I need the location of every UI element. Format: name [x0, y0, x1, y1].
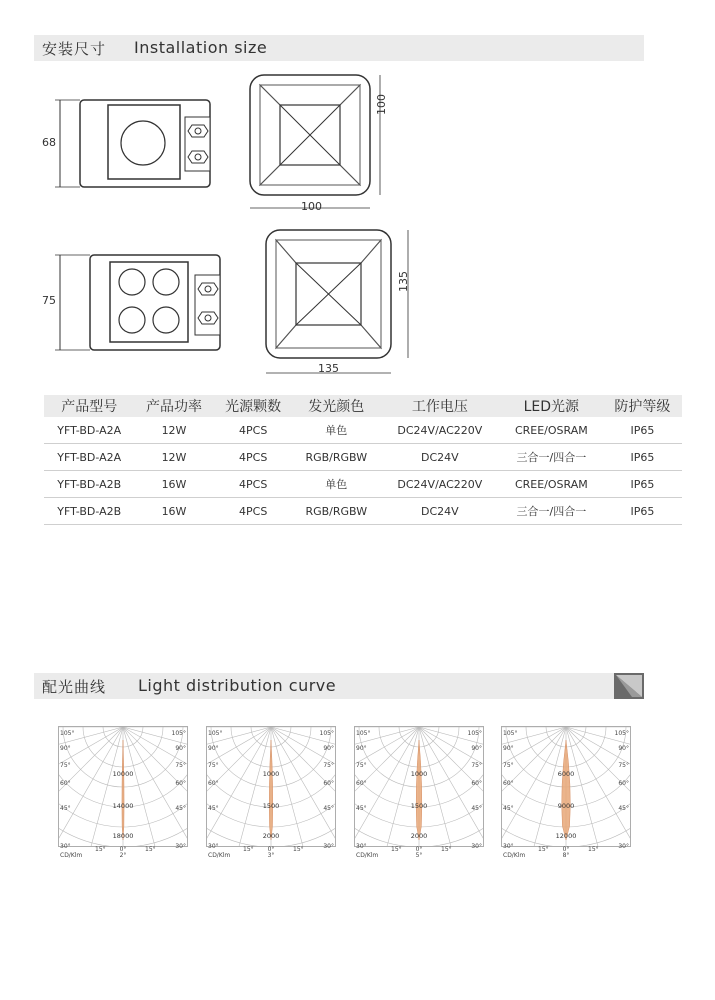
- cell-led-source: CREE/OSRAM: [500, 417, 603, 444]
- angle-label-right: 75°: [323, 762, 334, 769]
- cell-voltage: DC24V: [380, 498, 500, 525]
- unit-label: CD/Klm: [208, 852, 231, 859]
- header-color: 发光颜色: [293, 395, 380, 417]
- angle-label-left: 30°: [60, 843, 71, 850]
- radial-value-label: 6000: [557, 770, 575, 778]
- angle-label-left: 90°: [208, 745, 219, 752]
- header-model: 产品型号: [44, 395, 134, 417]
- angle-label-right: 45°: [323, 805, 334, 812]
- angle-label-left: 75°: [356, 762, 367, 769]
- angle-label-right: 105°: [467, 730, 482, 737]
- beam-angle-label: 5°: [415, 852, 423, 859]
- angle-label-bottom: 15°: [391, 846, 402, 853]
- table-row: [44, 471, 682, 498]
- angle-label-bottom: 15°: [293, 846, 304, 853]
- angle-label-bottom: 15°: [588, 846, 599, 853]
- spec-table-header-row: [44, 395, 682, 417]
- table-row: [44, 498, 682, 525]
- cell-led-count: 4PCS: [214, 417, 293, 444]
- angle-label-left: 105°: [208, 730, 223, 737]
- header-voltage: 工作电压: [380, 395, 500, 417]
- cell-ip-rating: IP65: [603, 471, 682, 498]
- angle-label-bottom: 0°: [562, 846, 570, 853]
- angle-label-left: 75°: [208, 762, 219, 769]
- cell-model: YFT-BD-A2B: [44, 498, 134, 525]
- radial-value-label: 9000: [557, 802, 575, 810]
- beam-angle-label: 3°: [267, 852, 275, 859]
- angle-label-right: 90°: [323, 745, 334, 752]
- angle-label-right: 30°: [618, 843, 629, 850]
- spec-table: [44, 395, 682, 525]
- polar-chart-svg: [206, 726, 336, 860]
- cell-color: 单色: [293, 417, 380, 444]
- angle-label-left: 45°: [503, 805, 514, 812]
- angle-label-right: 30°: [471, 843, 482, 850]
- header-led-count: 光源颗数: [214, 395, 293, 417]
- polar-chart-2: [206, 726, 336, 860]
- radial-value-label: 10000: [112, 770, 134, 778]
- radial-value-label: 12000: [555, 832, 577, 840]
- angle-label-right: 90°: [471, 745, 482, 752]
- header-ip-rating: 防护等级: [603, 395, 682, 417]
- cell-voltage: DC24V/AC220V: [380, 471, 500, 498]
- angle-label-left: 105°: [356, 730, 371, 737]
- cell-voltage: DC24V/AC220V: [380, 417, 500, 444]
- polar-chart-svg: [58, 726, 188, 860]
- radial-value-label: 1000: [262, 770, 280, 778]
- angle-label-bottom: 0°: [415, 846, 423, 853]
- polar-chart-svg: [501, 726, 631, 860]
- a2b-top-height-label: 135: [397, 271, 410, 292]
- cell-model: YFT-BD-A2B: [44, 471, 134, 498]
- angle-label-left: 60°: [503, 780, 514, 787]
- radial-value-label: 2000: [262, 832, 280, 840]
- cell-ip-rating: IP65: [603, 444, 682, 471]
- radial-value-label: 1000: [410, 770, 428, 778]
- cell-ip-rating: IP65: [603, 498, 682, 525]
- polar-chart-3: [354, 726, 484, 860]
- angle-label-left: 60°: [208, 780, 219, 787]
- angle-label-bottom: 15°: [538, 846, 549, 853]
- cell-power: 16W: [134, 471, 213, 498]
- polar-chart-svg: [354, 726, 484, 860]
- a2a-side-height-label: 68: [42, 136, 56, 149]
- corner-logo-icon: [614, 673, 644, 699]
- cell-color: 单色: [293, 471, 380, 498]
- angle-label-bottom: 15°: [95, 846, 106, 853]
- angle-label-left: 75°: [60, 762, 71, 769]
- polar-chart-1: [58, 726, 188, 860]
- unit-label: CD/Klm: [503, 852, 526, 859]
- installation-title-en: Installation size: [134, 38, 268, 57]
- angle-label-left: 45°: [356, 805, 367, 812]
- angle-label-left: 90°: [503, 745, 514, 752]
- angle-label-right: 60°: [323, 780, 334, 787]
- cell-color: RGB/RGBW: [293, 498, 380, 525]
- angle-label-left: 90°: [60, 745, 71, 752]
- table-row: [44, 444, 682, 471]
- a2b-side-drawing: [40, 250, 230, 360]
- angle-label-left: 105°: [503, 730, 518, 737]
- angle-label-left: 60°: [356, 780, 367, 787]
- a2b-top-drawing: [258, 225, 418, 385]
- angle-label-right: 105°: [171, 730, 186, 737]
- angle-label-left: 60°: [60, 780, 71, 787]
- cell-color: RGB/RGBW: [293, 444, 380, 471]
- a2b-side-height-label: 75: [42, 294, 56, 307]
- a2a-side-drawing: [40, 95, 220, 195]
- a2a-top-height-label: 100: [375, 94, 388, 115]
- unit-label: CD/Klm: [356, 852, 379, 859]
- installation-section-header: [34, 35, 644, 61]
- angle-label-right: 30°: [323, 843, 334, 850]
- angle-label-bottom: 15°: [243, 846, 254, 853]
- unit-label: CD/Klm: [60, 852, 83, 859]
- cell-led-source: 三合一/四合一: [500, 444, 603, 471]
- cell-led-count: 4PCS: [214, 471, 293, 498]
- angle-label-right: 60°: [175, 780, 186, 787]
- a2a-top-drawing: [240, 70, 400, 220]
- radial-value-label: 2000: [410, 832, 428, 840]
- angle-label-right: 60°: [618, 780, 629, 787]
- cell-power: 12W: [134, 417, 213, 444]
- radial-value-label: 14000: [112, 802, 134, 810]
- cell-led-count: 4PCS: [214, 444, 293, 471]
- beam-angle-label: 2°: [119, 852, 127, 859]
- angle-label-right: 30°: [175, 843, 186, 850]
- angle-label-left: 30°: [356, 843, 367, 850]
- angle-label-left: 30°: [208, 843, 219, 850]
- light-distribution-title-cn: 配光曲线: [42, 678, 107, 696]
- angle-label-left: 105°: [60, 730, 75, 737]
- table-row: [44, 417, 682, 444]
- a2a-top-width-label: 100: [301, 200, 322, 213]
- angle-label-right: 60°: [471, 780, 482, 787]
- angle-label-right: 45°: [175, 805, 186, 812]
- cell-led-source: CREE/OSRAM: [500, 471, 603, 498]
- angle-label-left: 30°: [503, 843, 514, 850]
- cell-led-source: 三合一/四合一: [500, 498, 603, 525]
- cell-power: 12W: [134, 444, 213, 471]
- light-distribution-section-header: [34, 673, 644, 699]
- cell-power: 16W: [134, 498, 213, 525]
- cell-model: YFT-BD-A2A: [44, 444, 134, 471]
- radial-value-label: 1500: [410, 802, 428, 810]
- angle-label-bottom: 15°: [145, 846, 156, 853]
- cell-model: YFT-BD-A2A: [44, 417, 134, 444]
- angle-label-left: 45°: [60, 805, 71, 812]
- angle-label-right: 45°: [471, 805, 482, 812]
- radial-value-label: 1500: [262, 802, 280, 810]
- angle-label-left: 45°: [208, 805, 219, 812]
- angle-label-right: 75°: [618, 762, 629, 769]
- angle-label-left: 90°: [356, 745, 367, 752]
- polar-chart-4: [501, 726, 631, 860]
- angle-label-right: 90°: [618, 745, 629, 752]
- angle-label-bottom: 0°: [267, 846, 275, 853]
- angle-label-bottom: 15°: [441, 846, 452, 853]
- angle-label-right: 105°: [319, 730, 334, 737]
- cell-voltage: DC24V: [380, 444, 500, 471]
- cell-led-count: 4PCS: [214, 498, 293, 525]
- cell-ip-rating: IP65: [603, 417, 682, 444]
- radial-value-label: 18000: [112, 832, 134, 840]
- angle-label-left: 75°: [503, 762, 514, 769]
- light-distribution-title-en: Light distribution curve: [138, 676, 337, 695]
- header-led-source: LED光源: [500, 395, 603, 417]
- angle-label-right: 105°: [614, 730, 629, 737]
- angle-label-right: 90°: [175, 745, 186, 752]
- angle-label-right: 75°: [175, 762, 186, 769]
- installation-title-cn: 安装尺寸: [42, 40, 107, 58]
- beam-angle-label: 8°: [562, 852, 570, 859]
- angle-label-right: 75°: [471, 762, 482, 769]
- header-power: 产品功率: [134, 395, 213, 417]
- angle-label-right: 45°: [618, 805, 629, 812]
- angle-label-bottom: 0°: [119, 846, 127, 853]
- a2b-top-width-label: 135: [318, 362, 339, 375]
